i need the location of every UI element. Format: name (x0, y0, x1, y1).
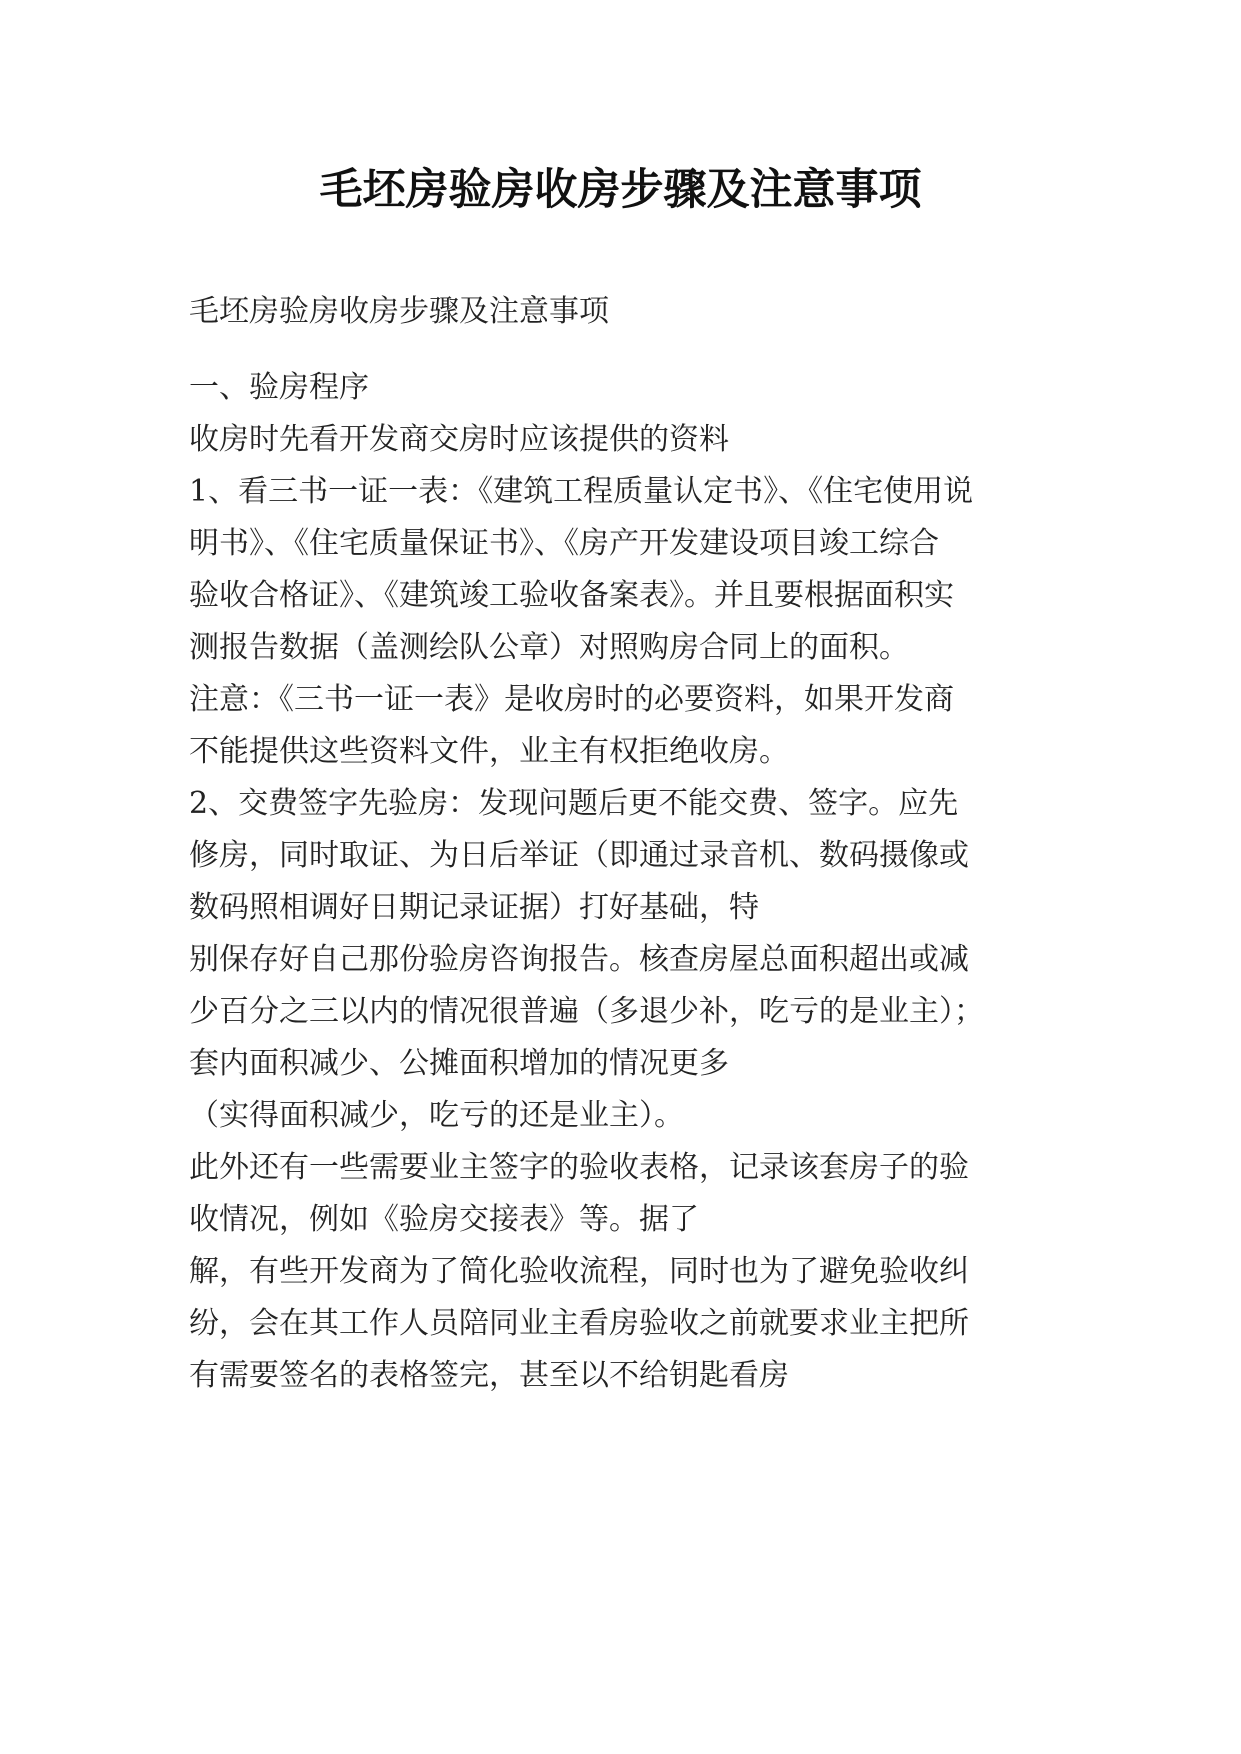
body-line: 套内面积减少、公摊面积增加的情况更多 (189, 1046, 729, 1081)
body-line: 有需要签名的表格签完，甚至以不给钥匙看房 (189, 1358, 789, 1393)
body-line: 1、看三书一证一表：《建筑工程质量认定书》、《住宅使用说 (189, 474, 974, 509)
body-line: 验收合格证》、《建筑竣工验收备案表》。并且要根据面积实 (189, 578, 954, 613)
body-line: 别保存好自己那份验房咨询报告。核查房屋总面积超出或减 (189, 942, 969, 977)
body-line: 测报告数据（盖测绘队公章）对照购房合同上的面积。 (189, 630, 909, 665)
body-line: 修房，同时取证、为日后举证（即通过录音机、数码摄像或 (189, 838, 969, 873)
body-line: 明书》、《住宅质量保证书》、《房产开发建设项目竣工综合 (189, 526, 939, 561)
subtitle-line: 毛坯房验房收房步骤及注意事项 (189, 294, 609, 329)
body-line: 收房时先看开发商交房时应该提供的资料 (189, 422, 729, 457)
body-line: 不能提供这些资料文件，业主有权拒绝收房。 (189, 734, 789, 769)
body-line: 收情况，例如《验房交接表》等。据了 (189, 1202, 699, 1237)
body-line: 纷，会在其工作人员陪同业主看房验收之前就要求业主把所 (189, 1306, 969, 1341)
body-line: 注意：《三书一证一表》是收房时的必要资料，如果开发商 (189, 682, 954, 717)
body-line: 数码照相调好日期记录证据）打好基础，特 (189, 890, 759, 925)
section-heading: 一、验房程序 (189, 370, 369, 405)
document-title: 毛坯房验房收房步骤及注意事项 (319, 165, 922, 215)
body-line: 2、交费签字先验房：发现问题后更不能交费、签字。应先 (189, 786, 959, 821)
body-line: 少百分之三以内的情况很普遍（多退少补，吃亏的是业主）； (189, 994, 984, 1029)
body-line: 解，有些开发商为了简化验收流程，同时也为了避免验收纠 (189, 1254, 969, 1289)
body-line: 此外还有一些需要业主签字的验收表格，记录该套房子的验 (189, 1150, 969, 1185)
body-line: （实得面积减少，吃亏的还是业主）。 (189, 1098, 684, 1133)
